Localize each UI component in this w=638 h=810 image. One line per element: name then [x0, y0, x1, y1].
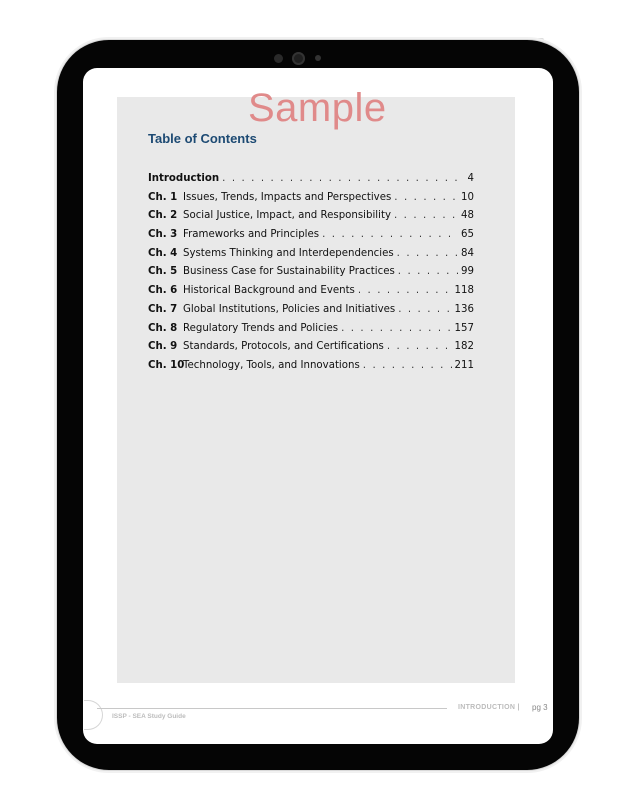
toc-entry-page: 4 [467, 173, 474, 184]
toc-entry-title: Issues, Trends, Impacts and Perspectives [183, 191, 392, 203]
toc-leader-dots [358, 285, 452, 296]
toc-entry-title: Systems Thinking and Interdependencies [183, 247, 394, 259]
toc-entry-title: Technology, Tools, and Innovations [183, 359, 360, 371]
footer-section: INTRODUCTION | [458, 704, 520, 711]
toc-leader-dots [398, 304, 451, 315]
toc-entry-chapter[interactable] [148, 304, 474, 323]
toc-chapter-number: Ch. 6 [148, 285, 178, 297]
toc-entry-title: Introduction [148, 173, 220, 184]
toc-entry-title: Social Justice, Impact, and Responsibility [183, 210, 391, 222]
toc-entry-title: Business Case for Sustainability Practices [183, 266, 395, 278]
toc-entry-chapter[interactable] [148, 192, 474, 211]
toc-entry-chapter[interactable] [148, 360, 474, 379]
toc-entry-introduction[interactable] [148, 173, 474, 192]
toc-entry-chapter[interactable] [148, 248, 474, 267]
light-sensor-icon [315, 55, 321, 61]
footer-divider [97, 708, 447, 709]
footer-page-number: pg 3 [532, 703, 548, 712]
toc-entry-page: 157 [454, 322, 474, 334]
toc-entry-chapter[interactable] [148, 210, 474, 229]
toc-entry-title: Regulatory Trends and Policies [183, 322, 339, 334]
toc-title: Table of Contents [148, 131, 257, 146]
toc-leader-dots [322, 229, 458, 240]
toc-leader-dots [394, 210, 458, 221]
camera-icon [292, 52, 305, 65]
toc-entry-page: 99 [461, 266, 474, 278]
toc-leader-dots [363, 360, 452, 371]
toc-chapter-number: Ch. 2 [148, 210, 178, 222]
toc-chapter-number: Ch. 9 [148, 341, 178, 353]
toc-entry-title: Standards, Protocols, and Certifications [183, 341, 384, 353]
toc-chapter-number: Ch. 8 [148, 322, 178, 334]
toc-leader-dots [387, 341, 452, 352]
toc-leader-dots [222, 173, 464, 184]
toc-chapter-number: Ch. 5 [148, 266, 178, 278]
toc-entry-page: 136 [454, 303, 474, 315]
toc-entry-page: 10 [461, 191, 474, 203]
toc-entry-chapter[interactable] [148, 341, 474, 360]
toc-chapter-number: Ch. 7 [148, 303, 178, 315]
toc-entry-page: 65 [461, 229, 474, 241]
toc-entry-page: 84 [461, 247, 474, 259]
toc-entry-chapter[interactable] [148, 285, 474, 304]
toc-entry-page: 182 [454, 341, 474, 353]
toc-leader-dots [397, 248, 458, 259]
toc-entry-title: Global Institutions, Policies and Initiatives [183, 303, 396, 315]
table-of-contents [148, 173, 474, 379]
footer-guide-name: ISSP - SEA Study Guide [112, 713, 186, 720]
toc-entry-chapter[interactable] [148, 266, 474, 285]
toc-leader-dots [341, 323, 451, 334]
sensor-icon [274, 54, 283, 63]
toc-chapter-number: Ch. 10 [148, 359, 185, 371]
toc-entry-page: 118 [454, 285, 474, 297]
toc-chapter-number: Ch. 1 [148, 191, 178, 203]
toc-entry-title: Historical Background and Events [183, 285, 355, 297]
toc-chapter-number: Ch. 3 [148, 229, 178, 241]
toc-entry-chapter[interactable] [148, 229, 474, 248]
toc-leader-dots [398, 266, 458, 277]
toc-entry-page: 211 [454, 359, 474, 371]
toc-entry-chapter[interactable] [148, 323, 474, 342]
toc-chapter-number: Ch. 4 [148, 247, 178, 259]
toc-leader-dots [394, 192, 458, 203]
toc-entry-title: Frameworks and Principles [183, 229, 320, 241]
sample-watermark: Sample [248, 86, 387, 130]
toc-entry-page: 48 [461, 210, 474, 222]
